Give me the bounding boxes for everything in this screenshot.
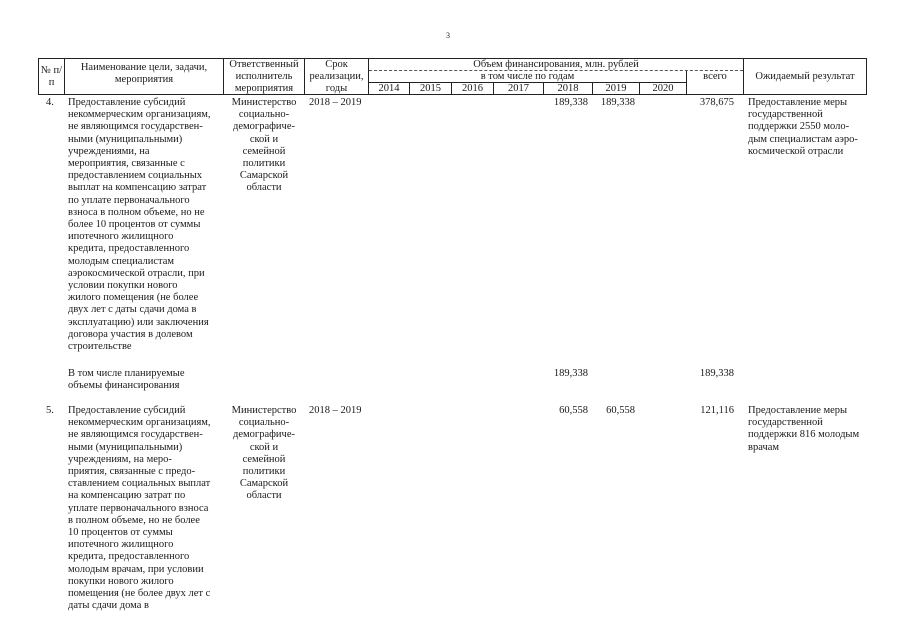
header-name: Наименование цели, задачи, мероприятия bbox=[80, 62, 208, 85]
row-term: 2018 – 2019 bbox=[309, 97, 362, 108]
text-line: молодым врачам, при условии bbox=[68, 563, 204, 575]
row-total: 189,338 bbox=[699, 368, 734, 379]
header-num: № п/п bbox=[40, 65, 63, 88]
header-year: 2018 bbox=[557, 83, 579, 94]
text-line: социально- bbox=[238, 109, 290, 121]
text-line: ипотечного жилищного bbox=[68, 539, 174, 551]
row-executor bbox=[224, 405, 304, 503]
text-line: молодым специалистам bbox=[68, 255, 175, 267]
row-executor bbox=[224, 97, 304, 195]
row-number: 5. bbox=[46, 405, 54, 416]
text-line: В том числе планируемые bbox=[68, 368, 185, 379]
text-line: по уплате первоначального bbox=[68, 194, 190, 206]
text-line: выплат на компенсацию затрат bbox=[68, 182, 207, 194]
text-line: не являющимся государствен- bbox=[68, 121, 203, 133]
text-line: покупки нового жилого bbox=[68, 575, 174, 587]
text-line: строительстве bbox=[68, 341, 132, 353]
text-line: ской и bbox=[249, 133, 279, 145]
text-line: ской и bbox=[249, 441, 279, 453]
row-number: 4. bbox=[46, 97, 54, 108]
text-line: приятия, связанные с предо- bbox=[68, 466, 196, 478]
text-line: Предоставление меры bbox=[748, 405, 848, 416]
text-line: поддержки 816 молодым bbox=[748, 429, 860, 441]
row-value-2018: 189,338 bbox=[553, 368, 588, 379]
text-line: Министерство bbox=[231, 97, 297, 108]
header-year: 2017 bbox=[508, 83, 529, 94]
text-line: 10 процентов от суммы bbox=[68, 527, 173, 539]
text-line: мероприятия, связанные с bbox=[68, 158, 185, 170]
header-funding: Объем финансирования, млн. рублей bbox=[473, 59, 639, 70]
text-line: ипотечного жилищного bbox=[68, 231, 174, 243]
header-year: 2014 bbox=[378, 83, 400, 94]
text-line: учреждениям, на меро- bbox=[68, 453, 172, 465]
header-year: 2020 bbox=[652, 83, 674, 94]
row-value-2018: 60,558 bbox=[559, 405, 588, 416]
text-line: Предоставление меры bbox=[748, 97, 848, 108]
header-year: 2016 bbox=[462, 83, 483, 94]
text-line: аэрокосмической отрасли, при bbox=[68, 267, 205, 279]
text-line: семейной bbox=[242, 145, 286, 157]
text-line: социально- bbox=[238, 417, 290, 429]
text-line: демографиче- bbox=[233, 121, 295, 133]
header-term: Срок реализации, годы bbox=[309, 59, 364, 94]
header-total: всего bbox=[703, 71, 727, 82]
text-line: государственной bbox=[748, 417, 823, 429]
text-line: даты сдачи дома в bbox=[68, 600, 149, 612]
row-total: 378,675 bbox=[699, 97, 734, 108]
text-line: семейной bbox=[242, 453, 286, 465]
row-name bbox=[68, 405, 224, 612]
header-executor: Ответственный исполнитель мероприятия bbox=[229, 59, 299, 94]
text-line: демографиче- bbox=[233, 429, 295, 441]
text-line: более 10 процентов от суммы bbox=[68, 219, 201, 231]
header-by-years: в том числе по годам bbox=[480, 71, 575, 82]
text-line: Предоставление субсидий bbox=[68, 405, 186, 416]
text-line: учреждениями, на bbox=[68, 145, 150, 157]
header-right-border bbox=[866, 58, 867, 95]
text-line: врачам bbox=[748, 441, 780, 453]
header-divider bbox=[64, 58, 65, 95]
text-line: Самарской bbox=[239, 478, 289, 490]
text-line: на компенсацию затрат по bbox=[68, 490, 186, 502]
header-year: 2015 bbox=[420, 83, 441, 94]
text-line: Министерство bbox=[231, 405, 297, 416]
text-line: взноса в полном объеме, но не bbox=[68, 206, 205, 218]
text-line: области bbox=[246, 182, 282, 194]
header-year: 2019 bbox=[605, 83, 627, 94]
text-line: ставлением социальных выплат bbox=[68, 478, 211, 490]
text-line: государственной bbox=[748, 109, 823, 121]
text-line: кредита, предоставленного bbox=[68, 551, 190, 563]
row-value-2019: 60,558 bbox=[606, 405, 635, 416]
row-name bbox=[68, 368, 224, 392]
text-line: дым специалистам аэро- bbox=[748, 133, 858, 145]
text-line: кредита, предоставленного bbox=[68, 243, 190, 255]
text-line: условии покупки нового bbox=[68, 280, 178, 292]
text-line: Самарской bbox=[239, 170, 289, 182]
row-term: 2018 – 2019 bbox=[309, 405, 362, 416]
text-line: ными (муниципальными) bbox=[68, 133, 183, 145]
page-number: 3 bbox=[446, 31, 450, 40]
text-line: Предоставление субсидий bbox=[68, 97, 186, 108]
text-line: области bbox=[246, 490, 282, 502]
row-value-2018: 189,338 bbox=[553, 97, 588, 108]
text-line: некоммерческим организациям, bbox=[68, 109, 211, 121]
row-name bbox=[68, 97, 224, 353]
row-value-2019: 189,338 bbox=[600, 97, 635, 108]
text-line: ными (муниципальными) bbox=[68, 441, 183, 453]
text-line: некоммерческим организациям, bbox=[68, 417, 211, 429]
row-result bbox=[748, 97, 870, 158]
text-line: предоставлением социальных bbox=[68, 170, 203, 182]
text-line: космической отрасли bbox=[748, 145, 844, 157]
header-result: Ожидаемый результат bbox=[755, 71, 855, 82]
text-line: эксплуатацию) или заключения bbox=[68, 316, 209, 328]
text-line: двух лет с даты сдачи дома в bbox=[68, 304, 197, 316]
text-line: жилого помещения (не более bbox=[68, 292, 199, 304]
text-line: политики bbox=[242, 158, 286, 170]
text-line: политики bbox=[242, 466, 286, 478]
text-line: помещения (не более двух лет с bbox=[68, 588, 211, 600]
row-total: 121,116 bbox=[700, 405, 734, 416]
text-line: объемы финансирования bbox=[68, 380, 180, 392]
text-line: в полном объеме, но не более bbox=[68, 514, 200, 526]
text-line: договора участия в долевом bbox=[68, 328, 193, 340]
text-line: уплате первоначального взноса bbox=[68, 502, 209, 514]
row-result bbox=[748, 405, 870, 454]
text-line: не являющимся государствен- bbox=[68, 429, 203, 441]
text-line: поддержки 2550 моло- bbox=[748, 121, 850, 133]
